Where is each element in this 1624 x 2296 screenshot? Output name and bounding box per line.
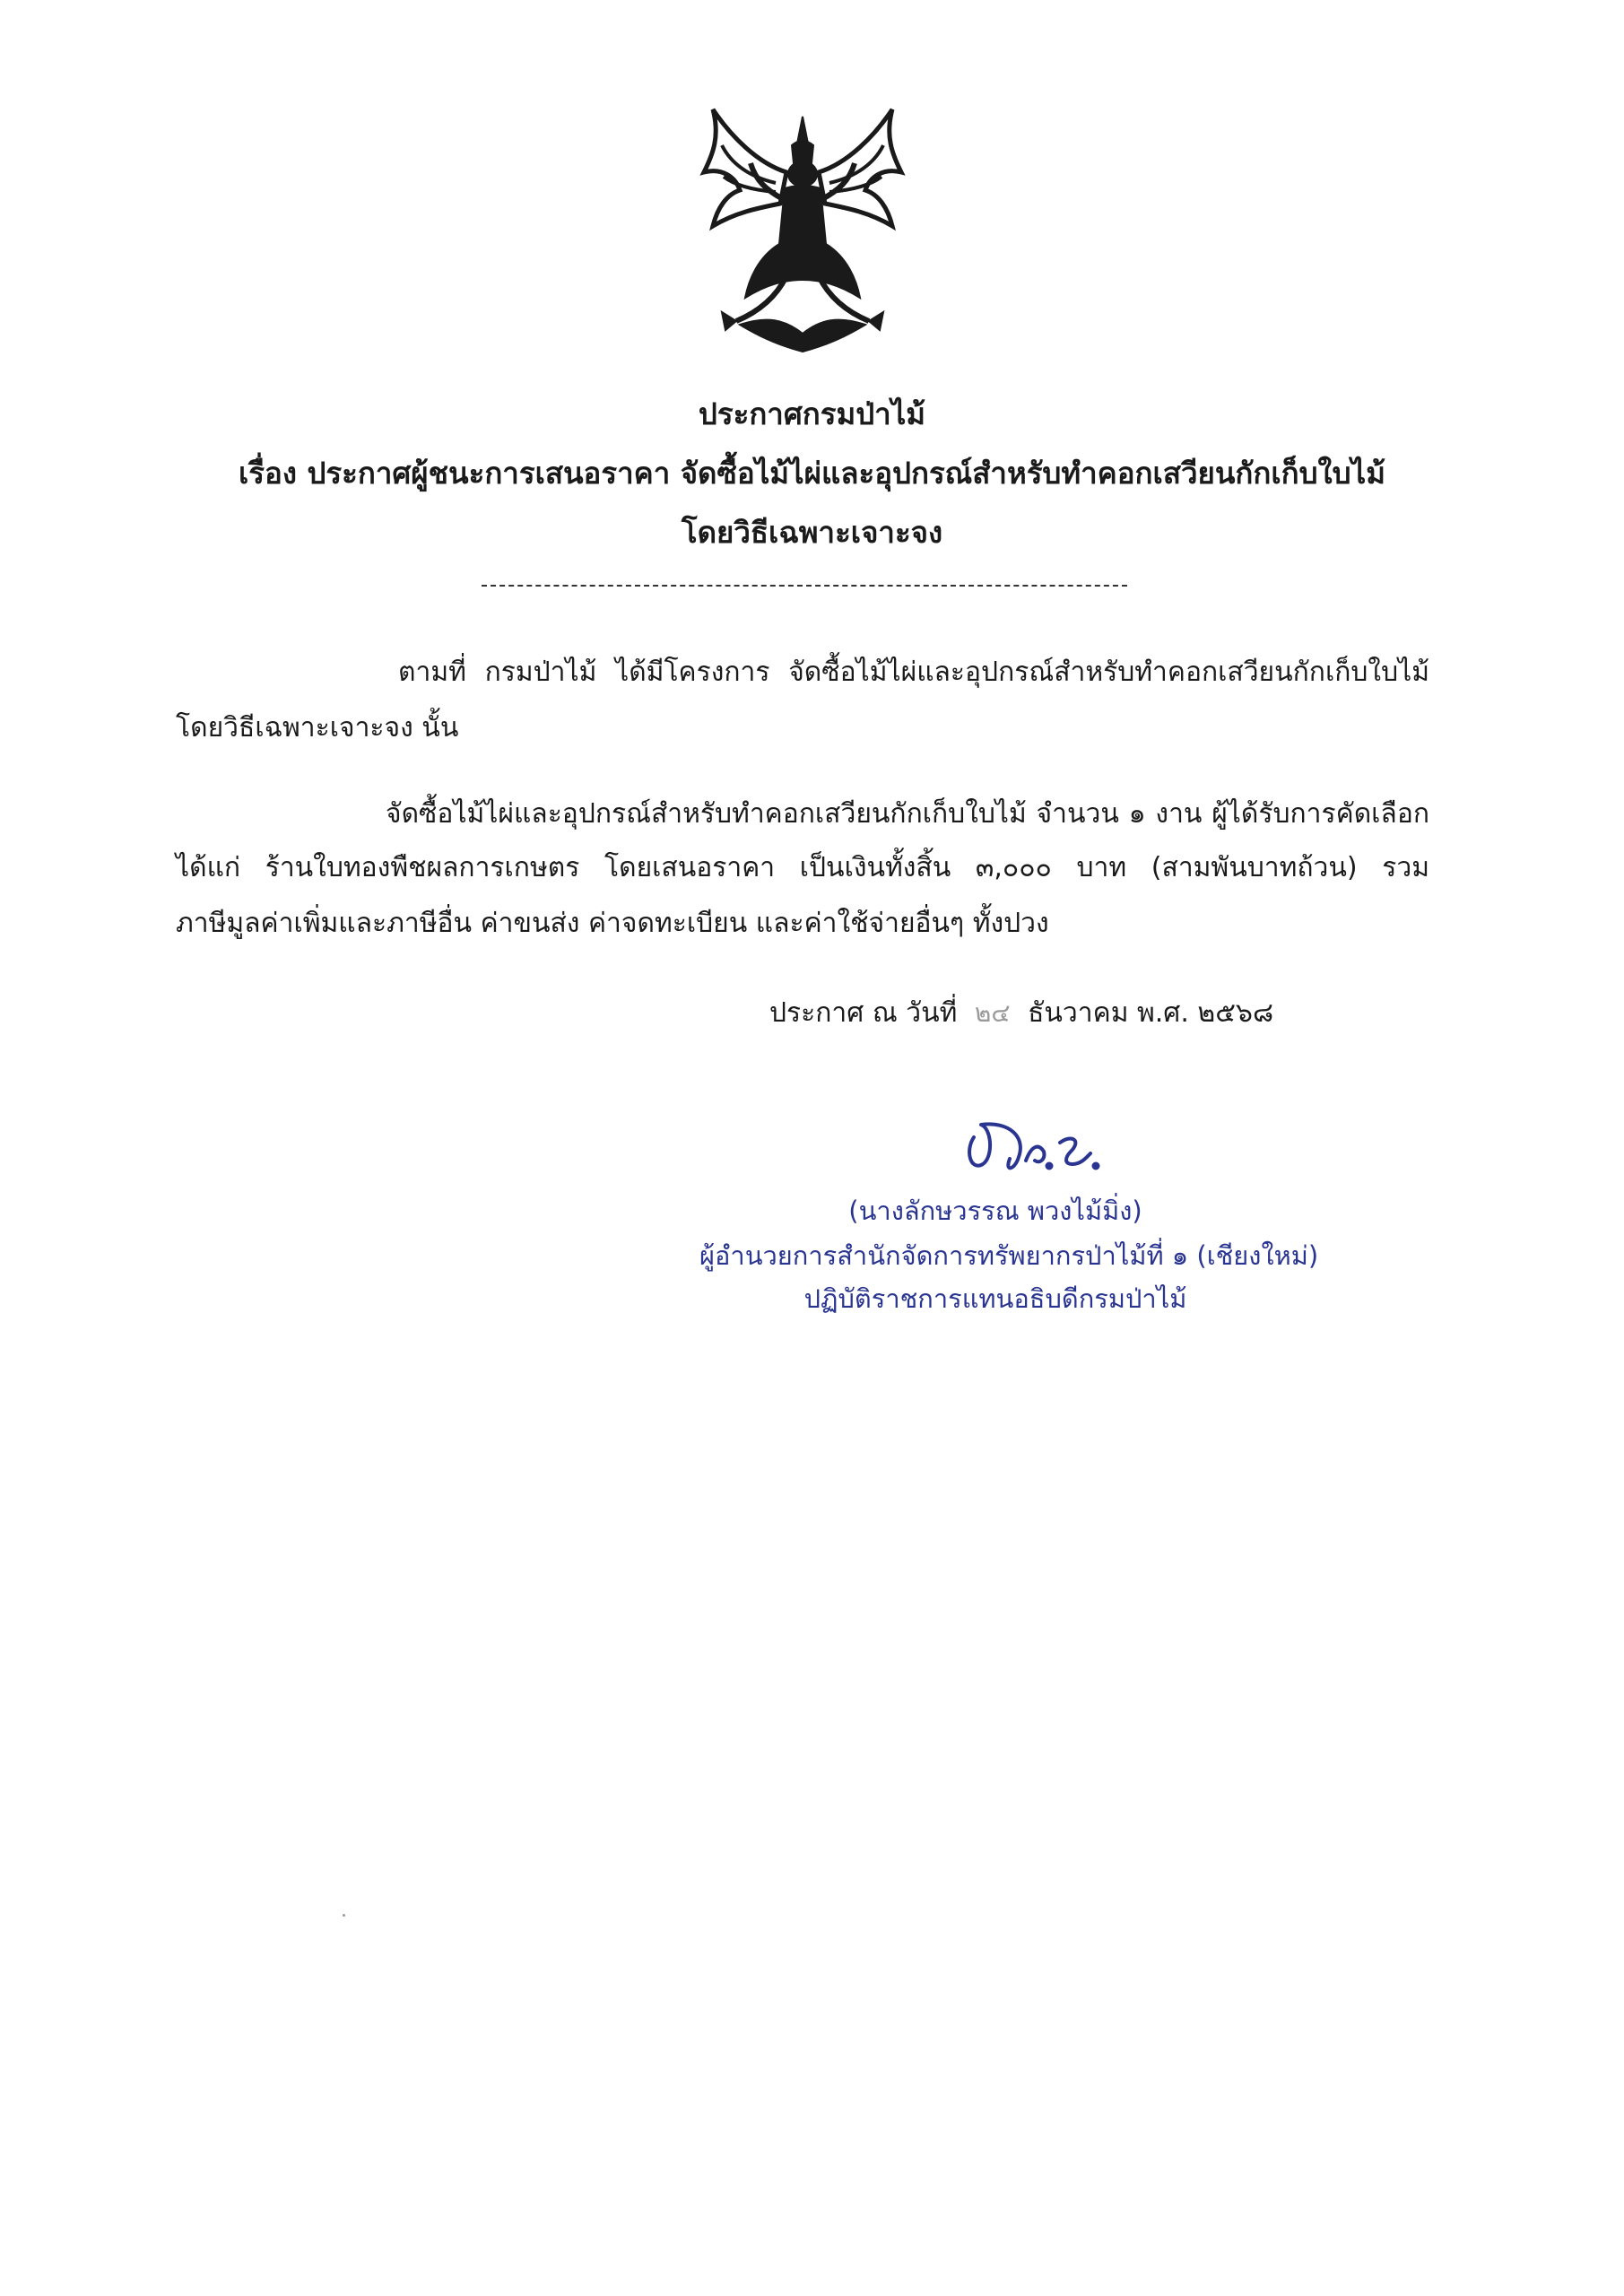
garuda-emblem-icon <box>686 100 919 361</box>
signatory-position: ผู้อำนวยการสำนักจัดการทรัพยากรป่าไม้ที่ ๑ (เชียงใหม่) <box>699 1240 1319 1271</box>
paragraph-2-line-1 <box>386 796 1429 832</box>
announcement-subject: เรื่อง ประกาศผู้ชนะการเสนอราคา จัดซื้อไม้ไผ่และอุปกรณ์สำหรับทำคอกเสวียนกักเก็บใบไม้ <box>239 456 1385 491</box>
paragraph-1-line-1-text: ตามที่ กรมป่าไม้ ได้มีโครงการ จัดซื้อไม้ไผ่และอุปกรณ์สำหรับทำคอกเสวียนกักเก็บใบไม้ <box>398 657 1429 688</box>
signatory-acting-for: ปฏิบัติราชการแทนอธิบดีกรมป่าไม้ <box>803 1283 1187 1314</box>
paragraph-1-line-2: โดยวิธีเฉพาะเจาะจง นั้น <box>176 712 459 744</box>
scan-speck <box>343 1914 345 1917</box>
date-month-year: ธันวาคม พ.ศ. ๒๕๖๘ <box>1028 997 1274 1029</box>
paragraph-1-line-1 <box>398 655 1429 691</box>
paragraph-2-line-2-text: ได้แก่ ร้านใบทองพืชผลการเกษตร โดยเสนอราคา เป็นเงินทั้งสิ้น ๓,๐๐๐ บาท (สามพันบาทถ้วน) รวม <box>176 852 1429 883</box>
announcement-title: ประกาศกรมป่าไม้ <box>698 396 926 431</box>
heading-divider <box>482 585 1127 587</box>
announcement-method: โดยวิธีเฉพาะเจาะจง <box>681 515 943 550</box>
paragraph-2-line-1-text: จัดซื้อไม้ไผ่และอุปกรณ์สำหรับทำคอกเสวียนกักเก็บใบไม้ จำนวน ๑ งาน ผู้ได้รับการคัดเลือก <box>386 798 1429 830</box>
date-prefix: ประกาศ ณ วันที่ <box>769 997 958 1029</box>
date-day-stamp: ๒๔ <box>974 998 1011 1028</box>
announcement-date <box>769 996 1273 1031</box>
handwritten-signature <box>956 1101 1108 1182</box>
signatory-name: (นางลักษวรรณ พวงไม้มิ่ง) <box>848 1196 1142 1226</box>
paragraph-2-line-2 <box>176 850 1429 886</box>
paragraph-2-line-3: ภาษีมูลค่าเพิ่มและภาษีอื่น ค่าขนส่ง ค่าจดทะเบียน และค่าใช้จ่ายอื่นๆ ทั้งปวง <box>176 908 1049 939</box>
